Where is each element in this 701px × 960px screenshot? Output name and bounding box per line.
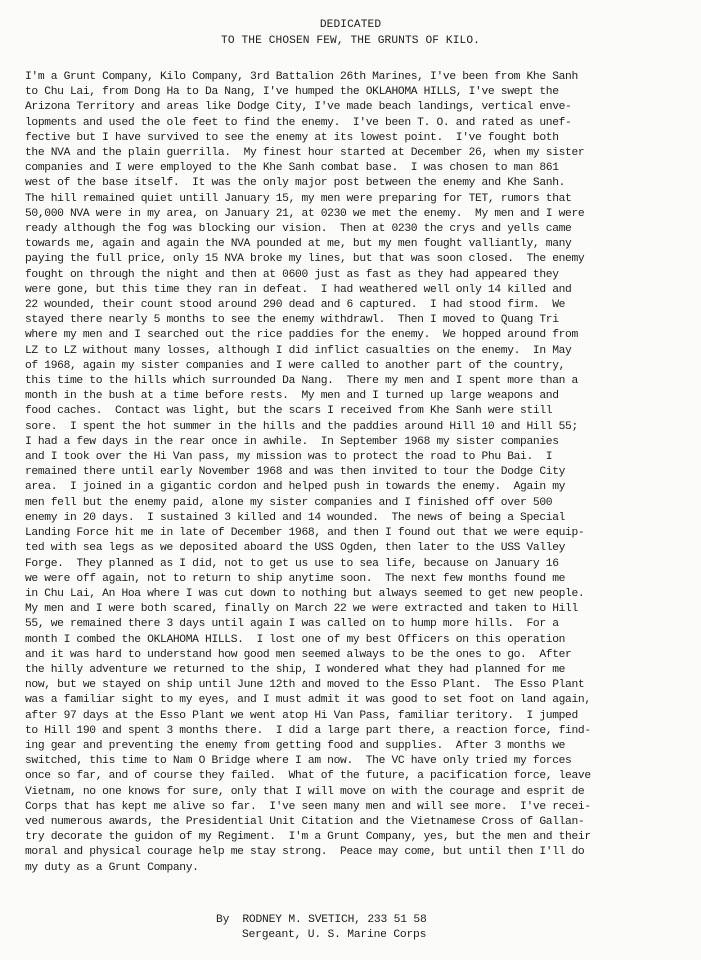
body-line: I had a few days in the rear once in awhile. In September 1968 my sister companies [25,435,559,448]
body-line: towards me, again and again the NVA pounded at me, but my men fought valliantly, many [25,238,572,251]
body-line: ready although the fog was blocking our vision. Then at 0230 the crys and yells came [25,223,572,236]
body-line: Arizona Territory and areas like Dodge City, I've made beach landings, vertical enve- [25,101,572,114]
body-line: fought on through the night and then at 0600 just as fast as they had appeared they [25,268,559,281]
body-line: companies and I were employed to the Khe Sanh combat base. I was chosen to man 861 [25,162,559,175]
body-line: area. I joined in a gigantic cordon and helped push in towards the enemy. Again my [25,481,566,494]
body-line: My men and I were both scared, finally on March 22 we were extracted and taken to Hill [25,603,578,616]
body-line: remained there until early November 1968 and was then invited to tour the Dodge City [25,466,566,479]
body-line: and I took over the Hi Van pass, my mission was to protect the road to Phu Bai. I [25,451,553,464]
body-line: of 1968, again my sister companies and I were called to another part of the country, [25,359,566,372]
body-line: to Chu Lai, from Dong Ha to Da Nang, I've humped the OKLAHOMA HILLS, I've swept the [25,86,559,99]
body-line: Landing Force hit me in late of December 1968, and then I found out that we were equip- [25,527,585,540]
body-line: month I combed the OKLAHOMA HILLS. I lost one of my best Officers on this operation [25,633,566,646]
body-line: west of the base itself. It was the only major post between the enemy and Khe Sanh. [25,177,566,190]
dedication-title: DEDICATED [319,19,382,31]
body-line: and it was hard to understand how good men seemed always to be the ones to go. After [25,648,572,661]
body-line: sore. I spent the hot summer in the hills and the paddies around Hill 10 and Hill 55; [25,420,578,433]
body-line: lopments and used the ole feet to find the enemy. I've been T. O. and rated as unef- [25,116,572,129]
body-line: this time to the hills which surrounded Da Nang. There my men and I spent more than a [25,375,578,388]
body-line: enemy in 20 days. I sustained 3 killed and 14 wounded. The news of being a Special [25,511,566,524]
body-line: LZ to LZ without many losses, although I did inflict casualties on the enemy. In May [25,344,572,357]
signature-name: By RODNEY M. SVETICH, 233 51 58 [216,914,427,926]
body-line: where my men and I searched out the rice paddies for the enemy. We hopped around from [25,329,578,342]
body-line: the hilly adventure we returned to the ship, I wondered what they had planned for me [25,663,566,676]
body-line: after 97 days at the Esso Plant we went atop Hi Van Pass, familiar teritory. I jumped [25,709,578,722]
body-line: fective but I have survived to see the enemy at its lowest point. I've fought both [25,131,559,144]
body-line: once so far, and of course they failed. What of the future, a pacification force, leave [25,770,591,783]
body-line: 50,000 NVA were in my area, on January 21, at 0230 we met the enemy. My men and I were [25,207,585,220]
body-line: men fell but the enemy paid, alone my sister companies and I finished off over 500 [25,496,553,509]
body-line: moral and physical courage help me stay strong. Peace may come, but until then I'll do [25,846,585,859]
narrative-body [25,70,695,876]
body-line: we were off again, not to return to ship anytime soon. The next few months found me [25,572,566,585]
body-line: was a familiar sight to my eyes, and I must admit it was good to set foot on land again, [25,694,591,707]
body-line: ing gear and preventing the enemy from getting food and supplies. After 3 months we [25,739,566,752]
dedication-subtitle: TO THE CHOSEN FEW, THE GRUNTS OF KILO. [221,35,480,47]
body-line: switched, this time to Nam O Bridge where I am now. The VC have only tried my forces [25,755,572,768]
body-line: Corps that has kept me alive so far. I've seen many men and will see more. I've recei- [25,800,591,813]
body-line: ted with sea legs as we deposited aboard the USS Ogden, then later to the USS Valley [25,542,566,555]
body-line: Forge. They planned as I did, not to get us use to sea life, because on January 16 [25,557,559,570]
body-line: ved numerous awards, the Presidential Unit Citation and the Vietnamese Cross of Gallan- [25,815,585,828]
body-line: paying the full price, only 15 NVA broke my lines, but that was soon closed. The enemy [25,253,585,266]
body-line: month in the bush at a time before rests. My men and I turned up large weapons and [25,390,559,403]
body-line: the NVA and the plain guerrilla. My finest hour started at December 26, when my sister [25,147,585,160]
body-line: stayed there nearly 5 months to see the enemy withdrawl. Then I moved to Quang Tri [25,314,559,327]
body-line: I'm a Grunt Company, Kilo Company, 3rd Battalion 26th Marines, I've been from Khe Sanh [25,71,578,83]
body-line: 55, we remained there 3 days until again I was called on to hump more hills. For a [25,618,559,631]
body-line: to Hill 190 and spent 3 months there. I did a large part there, a reaction force, find- [25,724,591,737]
body-line: Vietnam, no one knows for sure, only that I will move on with the courage and esprit de [25,785,585,798]
body-line: in Chu Lai, An Hoa where I was cut down to nothing but always seemed to get new people. [25,587,585,600]
body-line: try decorate the guidon of my Regiment. I'm a Grunt Company, yes, but the men and their [25,831,591,844]
body-line: The hill remained quiet untill January 15, my men were preparing for TET, rumors that [25,192,572,205]
signature-rank: Sergeant, U. S. Marine Corps [242,929,427,941]
body-line: were gone, but this time they ran in defeat. I had weathered well only 14 killed and [25,283,572,296]
body-line: food caches. Contact was light, but the scars I received from Khe Sanh were still [25,405,553,418]
body-line: 22 wounded, their count stood around 290 dead and 6 captured. I had stood firm. We [25,299,566,312]
body-line: now, but we stayed on ship until June 12th and moved to the Esso Plant. The Esso Plant [25,679,585,692]
signature-block [216,913,427,943]
dedication-header [0,17,701,49]
body-line: my duty as a Grunt Company. [25,861,199,874]
